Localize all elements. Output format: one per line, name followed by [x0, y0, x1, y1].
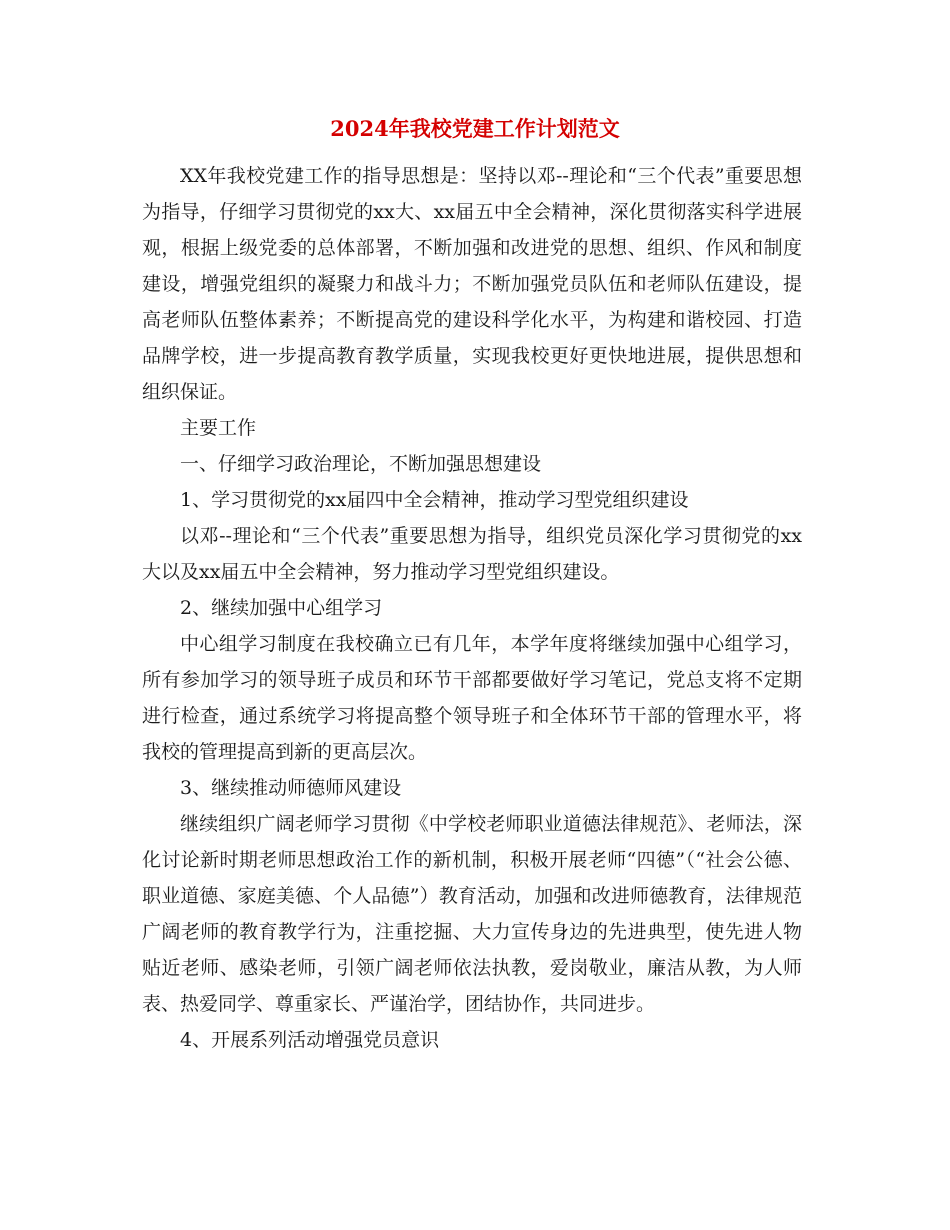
- document-body: [142, 158, 802, 1058]
- subheading-1: 1、学习贯彻党的xx届四中全会精神，推动学习型党组织建设: [180, 489, 689, 511]
- subheading-4: 4、开展系列活动增强党员意识: [180, 1029, 440, 1051]
- paragraph-3: 继续组织广阔老师学习贯彻《中学校老师职业道德法律规范》、老师法，深化讨论新时期老师思想政治工作的新机制，积极开展老师“四德”（“社会公德、职业道德、家庭美德、个人品德”）教育活动，加强和改进师德教育，法律规范广阔老师的教育教学行为，注重挖掘、大力宣传身边的先进典型，使先进人物贴近老师、感染老师，引领广阔老师依法执教，爱岗敬业，廉洁从教，为人师表、热爱同学、尊重家长、严谨治学，团结协作，共同进步。: [142, 813, 802, 1015]
- section-heading-theory-study: 一、仔细学习政治理论，不断加强思想建设: [180, 453, 542, 475]
- subheading-2: 2、继续加强中心组学习: [180, 597, 383, 619]
- paragraph-guiding-ideology: XX年我校党建工作的指导思想是：坚持以邓--理论和“三个代表”重要思想为指导，仔细学习贯彻党的xx大、xx届五中全会精神，深化贯彻落实科学进展观，根据上级党委的总体部署，不断加强和改进党的思想、组织、作风和制度建设，增强党组织的凝聚力和战斗力；不断加强党员队伍和老师队伍建设，提高老师队伍整体素养；不断提高党的建设科学化水平，为构建和谐校园、打造品牌学校，进一步提高教育教学质量，实现我校更好更快地进展，提供思想和组织保证。: [142, 165, 802, 403]
- document-title: 2024年我校党建工作计划范文: [330, 116, 620, 141]
- paragraph-2: 中心组学习制度在我校确立已有几年，本学年度将继续加强中心组学习，所有参加学习的领导班子成员和环节干部都要做好学习笔记，党总支将不定期进行检查，通过系统学习将提高整个领导班子和全体环节干部的管理水平，将我校的管理提高到新的更高层次。: [142, 633, 802, 763]
- paragraph-1: 以邓--理论和“三个代表”重要思想为指导，组织党员深化学习贯彻党的xx大以及xx届五中全会精神，努力推动学习型党组织建设。: [142, 525, 802, 583]
- subheading-3: 3、继续推动师德师风建设: [180, 777, 402, 799]
- section-heading-main-work: 主要工作: [180, 417, 257, 439]
